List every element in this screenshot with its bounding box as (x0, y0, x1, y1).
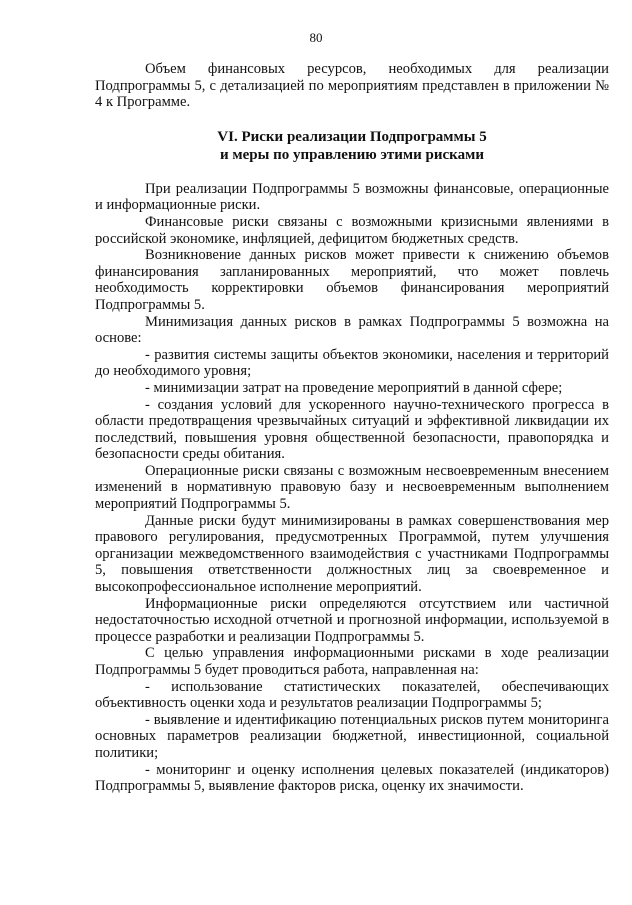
paragraph: Информационные риски определяются отсутствием или частичной недостаточностью исходной отчетной и прогнозной информации, используемой в процессе разработки и реализации Подпрограммы 5. (95, 595, 609, 645)
paragraph: Минимизация данных рисков в рамках Подпрограммы 5 возможна на основе: (95, 313, 609, 347)
list-item: - использование статистических показателей, обеспечивающих объективность оценки хода и результатов реализации Подпрограммы 5; (95, 678, 609, 712)
paragraph: При реализации Подпрограммы 5 возможны финансовые, операционные и информационные риски. (95, 180, 609, 214)
paragraph: Операционные риски связаны с возможным несвоевременным внесением изменений в нормативную правовую базу и несвоевременным выполнением мероприятий Подпрограммы 5. (95, 462, 609, 513)
list-item: - создания условий для ускоренного научно-технического прогресса в области предотвращения чрезвычайных ситуаций и эффективной ликвидации их последствий, повышения уровня общественной безопасности, правопорядка и безопасности среды обитания. (95, 396, 609, 463)
paragraph: С целью управления информационными рисками в ходе реализации Подпрограммы 5 будет проводиться работа, направленная на: (95, 645, 609, 678)
paragraph: Возникновение данных рисков может привести к снижению объемов финансирования запланированных мероприятий, что может повлечь необходимость корректировки объемов финансирования мероприятий Подпрограммы 5. (95, 247, 609, 313)
intro-paragraph: Объем финансовых ресурсов, необходимых для реализации Подпрограммы 5, с детализацией по мероприятиям представлен в приложении № 4 к Программе. (95, 61, 609, 111)
section-heading-line-2: и меры по управлению этими рисками (220, 146, 484, 163)
list-item: - минимизации затрат на проведение мероприятий в данной сфере; (145, 379, 563, 396)
list-item: - выявление и идентификацию потенциальных рисков путем мониторинга основных параметров реализации бюджетной, инвестиционной, социальной политики; (95, 711, 609, 761)
paragraph: Финансовые риски связаны с возможными кризисными явлениями в российской экономике, инфляцией, дефицитом бюджетных средств. (95, 213, 609, 247)
list-item: - развития системы защиты объектов экономики, населения и территорий до необходимого уровня; (95, 346, 609, 380)
section-heading-line-1: VI. Риски реализации Подпрограммы 5 (217, 128, 487, 145)
list-item: - мониторинг и оценку исполнения целевых показателей (индикаторов) Подпрограммы 5, выявление факторов риска, оценку их значимости. (95, 761, 609, 795)
page-number: 80 (309, 30, 323, 45)
page-content (95, 61, 609, 795)
paragraph: Данные риски будут минимизированы в рамках совершенствования мер правового регулирования, предусмотренных Программой, путем улучшения организации межведомственного взаимодействия с участниками Подпрограммы 5, повышения ответственности должностных лиц за своевременное и высокопрофессиональное исполнение мероприятий. (95, 512, 609, 596)
section-heading (95, 128, 609, 164)
